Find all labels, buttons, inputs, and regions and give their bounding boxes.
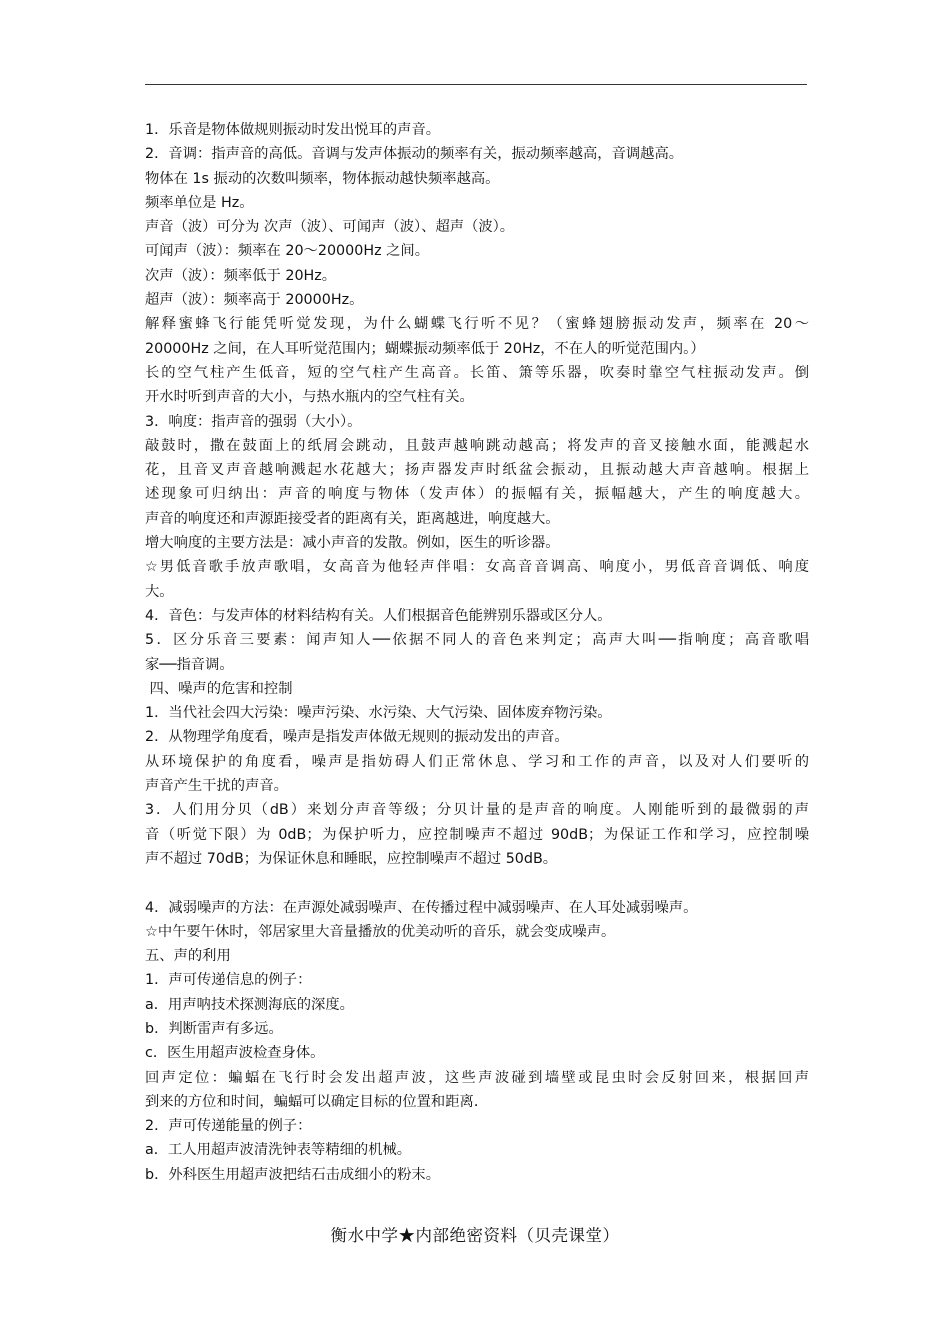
text-line: 1．乐音是物体做规则振动时发出悦耳的声音。 [145, 122, 441, 138]
text-line: 敲鼓时，撒在鼓面上的纸屑会跳动，且鼓声越响跳动越高；将发声的音叉接触水面，能溅起水 [145, 437, 809, 454]
text-line: 长的空气柱产生低音，短的空气柱产生高音。长笛、箫等乐器，吹奏时靠空气柱振动发声。倒 [145, 364, 809, 381]
text-line: 大。 [145, 583, 174, 600]
text-line: 3．人们用分贝（dB）来划分声音等级；分贝计量的是声音的响度。人刚能听到的最微弱的声 [145, 802, 809, 819]
text-line: 2．音调：指声音的高低。音调与发声体振动的频率有关，振动频率越高，音调越高。 [145, 146, 684, 163]
text-line: 超声（波）：频率高于 20000Hz。 [145, 292, 364, 309]
section-heading: 五、声的利用 [145, 948, 231, 965]
text-line: c．医生用超声波检查身体。 [145, 1045, 325, 1062]
text-line: 花，且音叉声音越响溅起水花越大；扬声器发声时纸盆会振动，且振动越大声音越响。根据上 [145, 462, 809, 479]
text-line: 20000Hz 之间，在人耳听觉范围内；蝴蝶振动频率低于 20Hz，不在人的听觉范围内。） [145, 340, 705, 357]
text-line: ☆中午要午休时，邻居家里大音量播放的优美动听的音乐，就会变成噪声。 [145, 923, 616, 940]
text-line: 音（听觉下限）为 0dB；为保护听力，应控制噪声不超过 90dB；为保证工作和学习，应控制噪 [145, 826, 809, 843]
text-line: 3．响度：指声音的强弱（大小）。 [145, 413, 362, 430]
text-line: 1．当代社会四大污染：噪声污染、水污染、大气污染、固体废弃物污染。 [145, 705, 612, 722]
text-line: 声不超过 70dB；为保证休息和睡眠，应控制噪声不超过 50dB。 [145, 850, 558, 867]
document-body [145, 118, 809, 1187]
text-line: 4．音色：与发声体的材料结构有关。人们根据音色能辨别乐器或区分人。 [145, 607, 612, 624]
text-line: 回声定位：蝙蝠在飞行时会发出超声波，这些声波碰到墙壁或昆虫时会反射回来，根据回声 [145, 1069, 809, 1086]
text-line: b．判断雷声有多远。 [145, 1020, 283, 1037]
text-line: 2．声可传递能量的例子： [145, 1118, 312, 1135]
text-line: 5．区分乐音三要素：闻声知人──依据不同人的音色来判定；高声大叫──指响度；高音歌唱 [145, 632, 809, 649]
text-line: 增大响度的主要方法是：减小声音的发散。例如，医生的听诊器。 [145, 535, 560, 552]
text-line: 到来的方位和时间，蝙蝠可以确定目标的位置和距离． [145, 1093, 489, 1110]
text-line: ☆男低音歌手放声歌唱，女高音为他轻声伴唱：女高音音调高、响度小，男低音音调低、响度 [145, 559, 809, 576]
text-line: 4．减弱噪声的方法：在声源处减弱噪声、在传播过程中减弱噪声、在人耳处减弱噪声。 [145, 899, 698, 916]
text-line: 2．从物理学角度看，噪声是指发声体做无规则的振动发出的声音。 [145, 729, 569, 746]
text-line: 物体在 1s 振动的次数叫频率，物体振动越快频率越高。 [145, 170, 500, 187]
page-footer: 衡水中学★内部绝密资料（贝壳课堂） [330, 1226, 620, 1245]
text-line: 家──指音调。 [145, 656, 234, 673]
text-line: 声音产生干扰的声音。 [145, 778, 288, 795]
header-rule [145, 84, 807, 85]
text-line: 声音（波）可分为 次声（波）、可闻声（波）、超声（波）。 [145, 219, 515, 236]
text-line: 开水时听到声音的大小，与热水瓶内的空气柱有关。 [145, 389, 474, 406]
text-line: 1．声可传递信息的例子： [145, 972, 312, 989]
text-line: 述现象可归纳出：声音的响度与物体（发声体）的振幅有关，振幅越大，产生的响度越大。 [145, 486, 809, 503]
text-line: 解释蜜蜂飞行能凭听觉发现，为什么蝴蝶飞行听不见？（蜜蜂翅膀振动发声，频率在 20～ [145, 316, 809, 333]
text-line: 次声（波）：频率低于 20Hz。 [145, 267, 337, 284]
blank-line [145, 871, 809, 895]
text-line: 可闻声（波）：频率在 20～20000Hz 之间。 [145, 243, 430, 260]
text-line: b．外科医生用超声波把结石击成细小的粉末。 [145, 1166, 441, 1183]
text-line: a．工人用超声波清洗钟表等精细的机械。 [145, 1142, 412, 1159]
text-line: a．用声呐技术探测海底的深度。 [145, 996, 354, 1013]
text-line: 声音的响度还和声源距接受者的距离有关，距离越进，响度越大。 [145, 510, 560, 527]
section-heading: 四、噪声的危害和控制 [145, 680, 293, 697]
text-line: 频率单位是 Hz。 [145, 194, 254, 211]
text-line: 从环境保护的角度看，噪声是指妨碍人们正常休息、学习和工作的声音，以及对人们要听的 [145, 753, 809, 770]
